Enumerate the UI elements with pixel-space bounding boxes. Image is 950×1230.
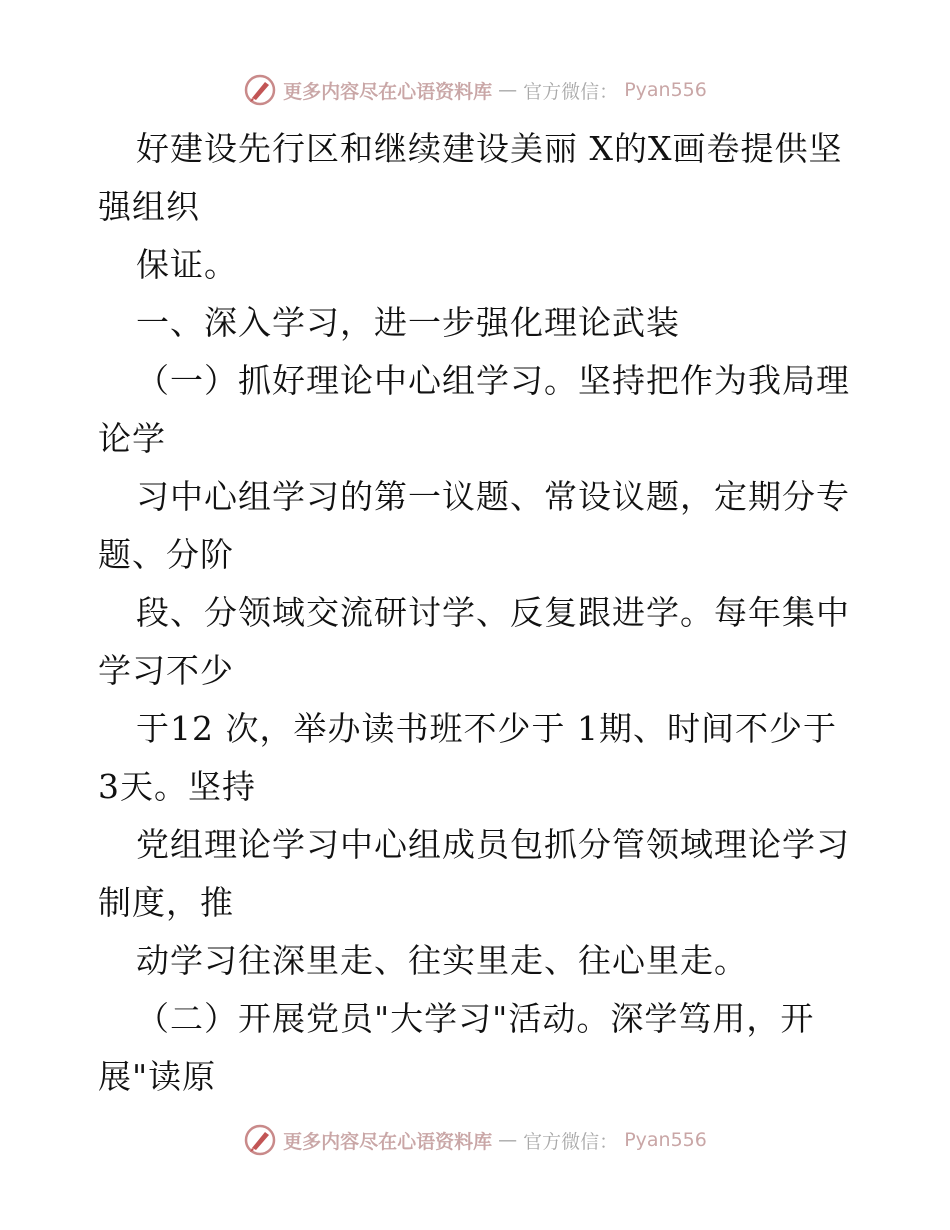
text-line: 展"读原 <box>98 1057 217 1096</box>
watermark-dash: — <box>498 1129 518 1151</box>
text-line: 保证。 <box>136 245 238 284</box>
footer-watermark <box>0 1120 950 1160</box>
text-line: 动学习往深里走、往实里走、往心里走。 <box>136 941 748 980</box>
header-watermark <box>0 70 950 110</box>
text-line: 习中心组学习的第一议题、常设议题，定期分专 <box>136 477 850 516</box>
watermark-main-text: 更多内容尽在心语资料库 <box>283 1130 493 1153</box>
text-line: 于12 次，举办读书班不少于 1期、时间不少于 <box>136 709 837 748</box>
watermark-id: Pyan556 <box>624 1129 707 1151</box>
quill-logo-icon <box>243 73 277 107</box>
quill-logo-icon <box>243 1123 277 1157</box>
text-line: 好建设先行区和继续建设美丽 X的X画卷提供坚 <box>136 129 843 168</box>
text-line: 论学 <box>98 419 166 458</box>
text-line: 党组理论学习中心组成员包抓分管领域理论学习 <box>136 825 850 864</box>
text-line: 强组织 <box>98 187 200 226</box>
watermark-dash: — <box>498 79 518 101</box>
text-line: 题、分阶 <box>98 535 234 574</box>
text-line: （一）抓好理论中心组学习。坚持把作为我局理 <box>136 361 850 400</box>
text-line: 学习不少 <box>98 651 234 690</box>
text-line: 段、分领域交流研讨学、反复跟进学。每年集中 <box>136 593 850 632</box>
text-line: 制度，推 <box>98 883 234 922</box>
watermark-id: Pyan556 <box>624 79 707 101</box>
section-heading: 一、深入学习，进一步强化理论武装 <box>136 303 680 342</box>
watermark-sub-text: 官方微信： <box>523 80 619 103</box>
watermark-sub-text: 官方微信： <box>523 1130 619 1153</box>
watermark-main-text: 更多内容尽在心语资料库 <box>283 80 493 103</box>
text-line: （二）开展党员"大学习"活动。深学笃用，开 <box>136 999 815 1038</box>
document-body <box>98 120 858 1106</box>
text-line: 3天。坚持 <box>98 767 256 806</box>
